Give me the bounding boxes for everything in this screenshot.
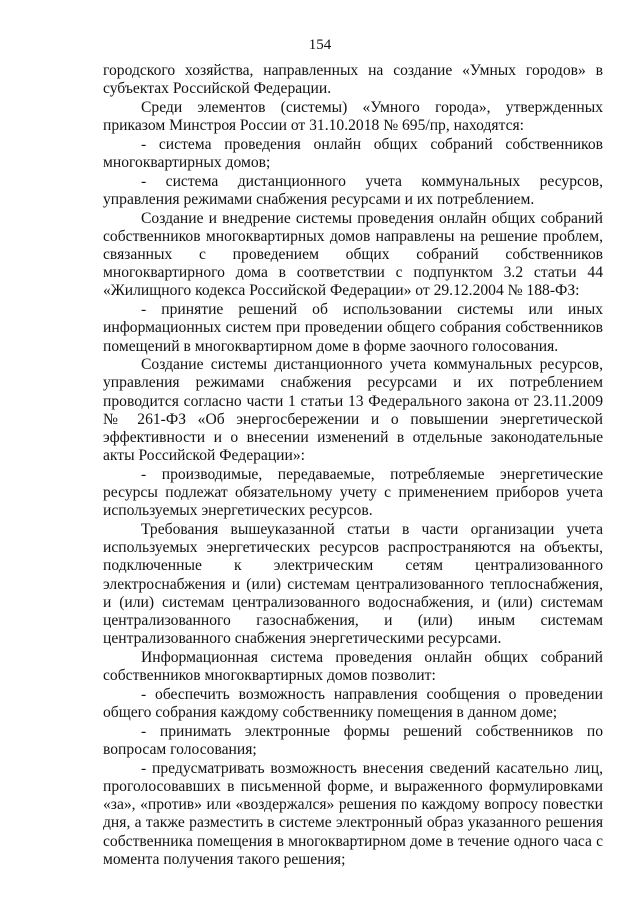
paragraph: Информационная система проведения онлайн общих собраний собственников многоквартирных домов позволит: [103, 649, 603, 685]
paragraph: Среди элементов (системы) «Умного города», утвержденных приказом Минстроя России от 31.10.2018 № 695/пр, находятся: [103, 98, 603, 135]
paragraph: - обеспечить возможность направления сообщения о проведении общего собрания каждому собственнику помещения в данном доме; [103, 685, 603, 722]
paragraph: - система дистанционного учета коммунальных ресурсов, управления режимами снабжения ресурсами и их потреблением. [103, 172, 603, 208]
paragraph: - предусматривать возможность внесения сведений касательно лиц, проголосовавших в письменной форме, и выраженного формулировками «за», «против» или «воздержался» решения по каждому вопросу повестки дня, а также разместить в системе электронный образ указанного решения собственника помещения в многоквартирном доме в течение одного часа с момента получения такого решения; [103, 759, 603, 868]
paragraph: - система проведения онлайн общих собраний собственников многоквартирных домов; [103, 135, 603, 172]
paragraph: - принимать электронные формы решений собственников по вопросам голосования; [103, 722, 603, 759]
paragraph: Создание системы дистанционного учета коммунальных ресурсов, управления режимами снабжения ресурсами и их потреблением проводится согласно части 1 статьи 13 Федерального закона от 23.11.2009 № 261-ФЗ «Об энергосбережении и о повышении энергетической эффективности и о внесении изменений в отдельные законодательные акты Российской Федерации»: [103, 356, 603, 465]
paragraph: - принятие решений об использовании системы или иных информационных систем при проведении общего собрания собственников помещений в многоквартирном доме в форме заочного голосования. [103, 301, 603, 355]
paragraph: Создание и внедрение системы проведения онлайн общих собраний собственников многоквартирных домов направлены на решение проблем, связанных с проведением общих собраний собственников многоквартирного дома в соответствии с подпунктом 3.2 статьи 44 «Жилищного кодекса Российской Федерации» от 29.12.2004 № 188-ФЗ: [103, 209, 603, 300]
paragraph: Требования вышеуказанной статьи в части организации учета используемых энергетических ресурсов распространяются на объекты, подключенные к электрическим сетям централизованного электроснабжения и (или) системам централизованного теплоснабжения, и (или) системам централизованного водоснабжения, и (или) системам централизованного газоснабжения, и (или) иным системам централизованного снабжения энергетическими ресурсами. [103, 521, 603, 648]
paragraph: - производимые, передаваемые, потребляемые энергетические ресурсы подлежат обязательному учету с применением приборов учета используемых энергетических ресурсов. [103, 465, 603, 520]
page-number: 154 [308, 37, 332, 53]
paragraph: городского хозяйства, направленных на создание «Умных городов» в субъектах Российской Федерации. [103, 62, 603, 98]
document-body [103, 62, 603, 869]
